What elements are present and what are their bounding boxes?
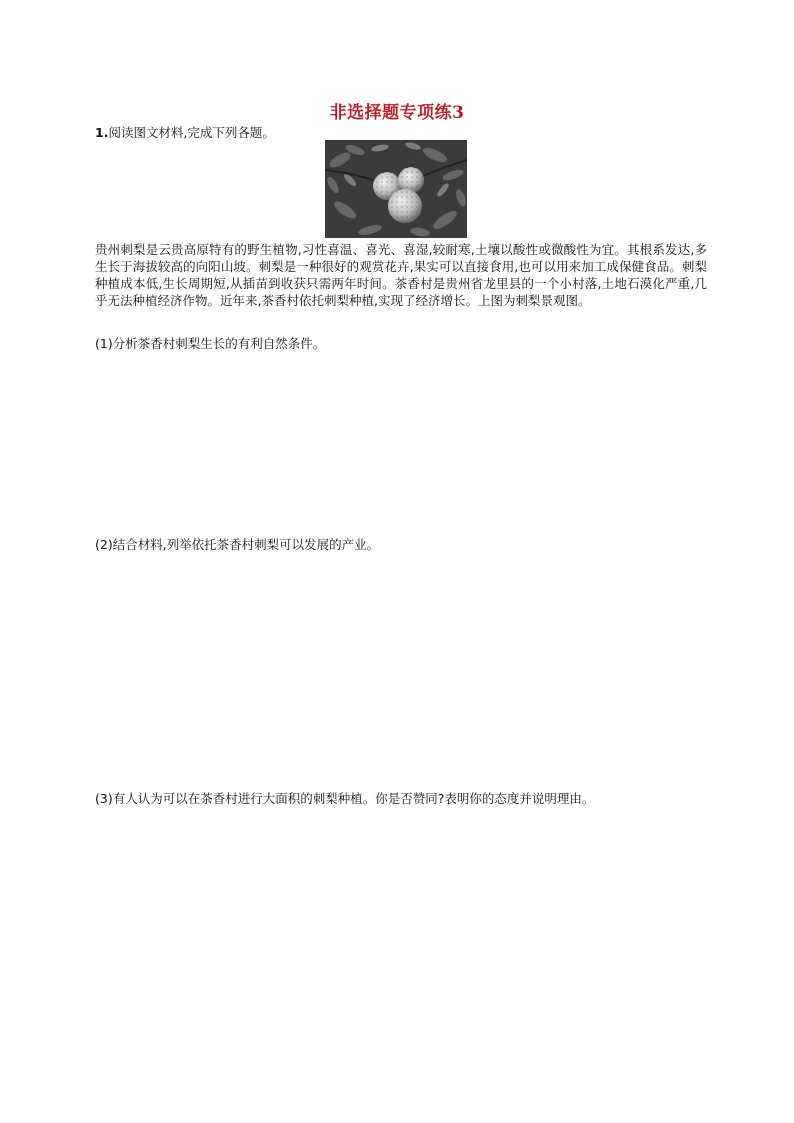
question-intro-text: 阅读图文材料,完成下列各题。 — [108, 125, 275, 140]
page-title: 非选择题专项练3 — [329, 103, 465, 123]
question-intro — [95, 123, 275, 141]
question-number: 1. — [95, 125, 109, 140]
sub-question-3: (3)有人认为可以在茶香村进行大面积的刺梨种植。你是否赞同?表明你的态度并说明理由。 — [95, 791, 595, 806]
prickly-pear-photo — [325, 140, 467, 238]
reading-passage: 贵州刺梨是云贵高原特有的野生植物,习性喜温、喜光、喜湿,较耐寒,土壤以酸性或微酸性为宜。其根系发达,多生长于海拔较高的向阳山坡。刺梨是一种很好的观赏花卉,果实可以直接食用,也可以用来加工成保健食品。刺梨种植成本低,生长周期短,从插苗到收获只需两年时间。茶香村是贵州省龙里县的一个小村落,土地石漠化严重,几乎无法种植经济作物。近年来,茶香村依托刺梨种植,实现了经济增长。上图为刺梨景观图。 — [95, 242, 707, 308]
prickly-pear-fruit-image — [325, 140, 467, 238]
sub-question-1: (1)分析茶香村刺梨生长的有利自然条件。 — [95, 336, 326, 351]
sub-question-2: (2)结合材料,列举依托茶香村刺梨可以发展的产业。 — [95, 537, 380, 552]
